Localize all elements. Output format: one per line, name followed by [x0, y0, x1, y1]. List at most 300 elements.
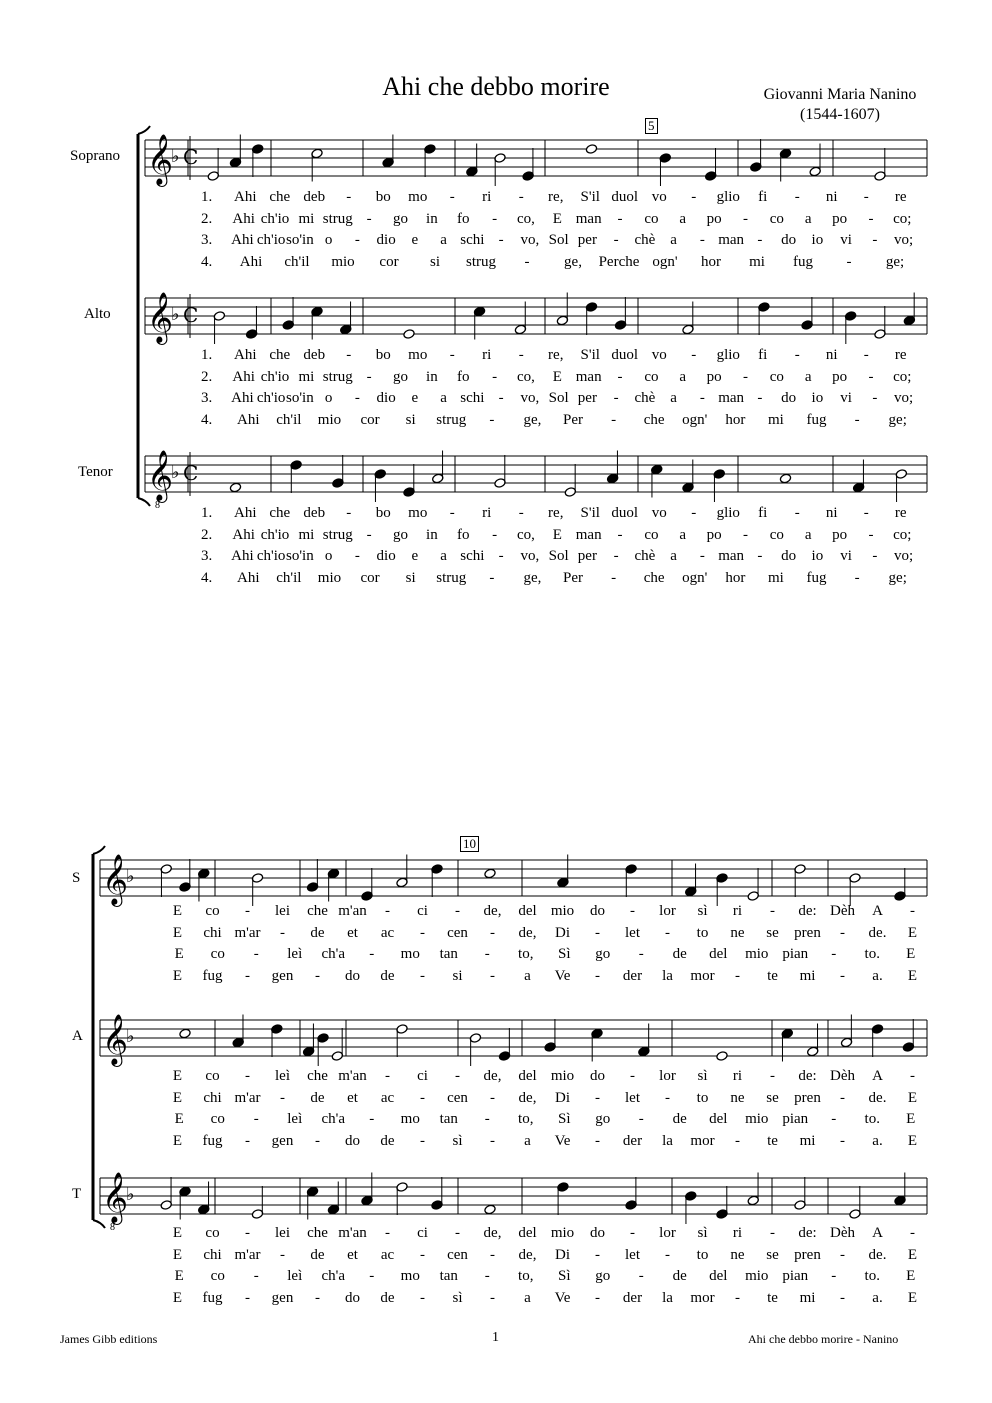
lyric-syllable: a. [872, 1289, 883, 1306]
lyric-syllable: co [769, 210, 784, 227]
lyric-syllable: - [484, 1268, 490, 1284]
lyric-syllable: ri [482, 189, 492, 205]
lyric-syllable: - [449, 505, 455, 521]
lyric-syllable: io [811, 548, 824, 564]
lyric-syllable: ni [825, 347, 838, 363]
treble-clef-icon: 𝄞 [147, 292, 174, 343]
lyric-syllable: Sol [548, 548, 569, 564]
lyric-syllable: che [307, 1225, 328, 1241]
lyric-syllable: - [735, 1289, 740, 1306]
lyric-syllable: E [172, 924, 183, 941]
lyric-syllable: io [811, 390, 824, 406]
lyric-syllable: co [644, 368, 659, 385]
lyric-syllable: - [831, 1268, 837, 1284]
lyric-syllable: re, [548, 505, 564, 521]
verse-number: 4. [201, 411, 213, 428]
lyric-syllable: - [420, 924, 425, 941]
lyric-syllable: mi [298, 368, 315, 385]
lyric-syllable: go [595, 1111, 611, 1127]
lyric-syllable: a [804, 368, 812, 385]
lyric-syllable: - [420, 1246, 425, 1263]
lyric-syllable: to. [864, 946, 880, 962]
lyric-syllable: - [638, 1111, 644, 1127]
lyric-syllable: per [577, 390, 597, 406]
lyric-syllable: ch'a [321, 1111, 346, 1127]
flat-key-signature-icon: ♭ [171, 146, 180, 167]
lyric-syllable: mo [400, 946, 420, 962]
treble-clef-icon: 𝄞 [102, 1014, 129, 1065]
verse-number: 3. [201, 390, 213, 406]
cut-time-signature-icon: C [183, 145, 199, 169]
lyric-syllable: - [455, 1225, 460, 1241]
lyric-syllable: to. [864, 1111, 880, 1127]
lyric-syllable: mi [799, 1289, 816, 1306]
lyric-syllable: si [405, 569, 416, 586]
lyric-syllable: co [769, 526, 784, 543]
lyric-syllable: so'in [286, 548, 314, 564]
lyric-syllable: - [490, 1246, 495, 1263]
lyric-syllable: re [894, 189, 907, 205]
lyric-syllable: pren [794, 1246, 821, 1263]
lyric-syllable: - [245, 1225, 250, 1241]
lyric-syllable: - [366, 368, 372, 385]
lyric-syllable: mi [298, 526, 315, 543]
lyric-syllable: - [699, 390, 705, 406]
lyric-syllable: te [767, 967, 778, 984]
flat-key-signature-icon: ♭ [126, 1026, 135, 1047]
lyric-syllable: - [354, 390, 360, 406]
lyric-syllable: de [310, 1089, 325, 1106]
lyric-syllable: lor [659, 1068, 676, 1084]
lyric-syllable: fi [758, 505, 768, 521]
lyric-syllable: Ahi [237, 569, 260, 586]
octave-eight-mark: 8 [110, 1222, 115, 1233]
lyric-syllable: Ahi [234, 347, 257, 363]
lyric-syllable: po [706, 210, 722, 227]
lyric-syllable: - [346, 347, 352, 363]
lyric-syllable: - [366, 210, 372, 227]
lyric-syllable: do [590, 1068, 605, 1084]
lyric-syllable: tan [439, 946, 458, 962]
lyric-syllable: ogn' [682, 569, 708, 586]
lyric-syllable: Ahi [234, 505, 257, 521]
lyric-syllable: - [699, 232, 705, 248]
octave-eight-mark: 8 [155, 500, 160, 511]
lyric-syllable: duol [611, 505, 639, 521]
lyric-syllable: E [172, 1068, 183, 1084]
lyric-syllable: co, [516, 368, 535, 385]
lyric-syllable: - [863, 189, 869, 205]
lyric-syllable: E [172, 903, 183, 919]
lyric-syllable: mor [690, 1289, 715, 1306]
verse-number: 2. [201, 526, 213, 543]
lyric-syllable: Sol [548, 232, 569, 248]
lyric-syllable: - [449, 189, 455, 205]
lyric-syllable: tan [439, 1111, 458, 1127]
lyric-syllable: Ve [554, 1132, 571, 1149]
lyric-syllable: a [440, 390, 447, 406]
lyric-syllable: - [280, 924, 285, 941]
lyric-syllable: gen [271, 967, 294, 984]
lyric-syllable: fo [456, 368, 470, 385]
lyric-syllable: - [757, 548, 763, 564]
lyric-syllable: - [518, 505, 524, 521]
composer-name: Giovanni Maria Nanino [763, 86, 917, 103]
lyric-syllable: go [393, 210, 408, 227]
lyric-syllable: ch'il [276, 569, 302, 586]
lyric-syllable: che [269, 347, 291, 363]
lyric-syllable: fi [758, 347, 768, 363]
lyric-syllable: - [840, 1289, 845, 1306]
lyric-syllable: de. [868, 924, 887, 941]
lyric-syllable: ac [380, 1246, 395, 1263]
lyric-syllable: a [524, 1289, 531, 1306]
lyric-syllable: per [577, 548, 597, 564]
lyric-syllable: ge, [523, 569, 542, 586]
lyric-syllable: m'ar [234, 924, 261, 941]
lyric-syllable: - [489, 411, 495, 428]
lyric-syllable: lor [659, 1225, 676, 1241]
lyric-syllable: vo; [894, 390, 914, 406]
lyric-syllable: ge, [564, 253, 582, 270]
lyric-syllable: de, [483, 1068, 502, 1084]
lyric-syllable: pren [794, 924, 821, 941]
lyric-syllable: - [253, 1111, 259, 1127]
lyric-syllable: gen [271, 1132, 294, 1149]
label-tenor: Tenor [78, 464, 113, 480]
lyric-syllable: ac [380, 1089, 395, 1106]
lyric-syllable: - [691, 505, 697, 521]
flat-key-signature-icon: ♭ [126, 866, 135, 887]
lyric-syllable: co [644, 210, 659, 227]
lyric-syllable: de [672, 1268, 687, 1284]
lyric-syllable: - [369, 1268, 375, 1284]
lyric-syllable: - [794, 347, 800, 363]
lyric-syllable: - [490, 967, 495, 984]
lyric-syllable: dio [376, 548, 396, 564]
lyric-syllable: - [630, 1225, 635, 1241]
lyric-syllable: ch'io [260, 368, 290, 385]
piece-title: Ahi che debbo morire [382, 72, 610, 101]
lyric-syllable: ch'io [260, 210, 290, 227]
lyric-syllable: mio [745, 946, 769, 962]
verse-number: 3. [201, 548, 213, 564]
lyric-syllable: to [696, 924, 709, 941]
lyric-syllable: ri [732, 1225, 743, 1241]
lyric-syllable: - [595, 1246, 600, 1263]
lyric-syllable: - [420, 1089, 425, 1106]
lyric-syllable: E [174, 1111, 184, 1127]
lyric-syllable: ni [825, 189, 838, 205]
lyric-syllable: co; [893, 368, 912, 385]
lyric-syllable: e [411, 548, 419, 564]
lyric-syllable: te [767, 1289, 778, 1306]
lyric-syllable: a [670, 548, 677, 564]
lyric-syllable: de, [518, 1089, 537, 1106]
lyric-syllable: - [455, 1068, 460, 1084]
lyric-syllable: E [906, 1268, 916, 1284]
lyric-syllable: e [411, 390, 419, 406]
lyric-syllable: mi [799, 967, 816, 984]
lyric-syllable: - [595, 967, 600, 984]
lyric-syllable: - [354, 232, 360, 248]
lyric-syllable: man [575, 210, 602, 227]
cut-time-signature-icon: C [183, 461, 199, 485]
lyric-syllable: mo [408, 347, 428, 363]
lyric-syllable: - [638, 1268, 644, 1284]
label-alto: Alto [84, 306, 111, 322]
lyric-syllable: - [613, 232, 619, 248]
lyric-syllable: Dèh [830, 1068, 855, 1084]
lyric-syllable: io [811, 232, 824, 248]
lyric-syllable: - [735, 1132, 740, 1149]
lyric-syllable: - [484, 1111, 490, 1127]
lyric-syllable: Dèh [830, 903, 855, 919]
lyric-syllable: sì [452, 1289, 463, 1306]
lyric-syllable: to, [518, 946, 534, 962]
lyric-syllable: fo [456, 526, 470, 543]
lyric-syllable: deb [303, 347, 326, 363]
lyric-syllable: A [872, 903, 883, 919]
lyric-syllable: S'il [580, 347, 600, 363]
lyric-syllable: let [625, 1246, 640, 1263]
lyric-syllable: hor [701, 253, 721, 270]
lyric-syllable: deb [303, 505, 326, 521]
lyric-syllable: co, [516, 526, 535, 543]
lyric-syllable: po [706, 368, 722, 385]
lyric-syllable: de [380, 1289, 395, 1306]
lyric-syllable: co [210, 946, 225, 962]
lyric-syllable: - [245, 967, 250, 984]
lyric-syllable: mor [690, 967, 715, 984]
lyric-syllable: vi [840, 232, 852, 248]
lyric-syllable: - [665, 924, 670, 941]
lyric-syllable: - [315, 967, 320, 984]
lyric-syllable: do [781, 548, 797, 564]
lyric-syllable: in [426, 210, 438, 227]
lyric-syllable: te [767, 1132, 778, 1149]
lyric-syllable: - [868, 210, 874, 227]
lyric-syllable: ri [732, 1068, 743, 1084]
lyric-syllable: dio [376, 390, 396, 406]
lyric-syllable: lei [275, 1225, 290, 1241]
lyric-syllable: Sì [557, 946, 571, 962]
lyric-syllable: Ahi [231, 390, 254, 406]
lyric-syllable: - [840, 967, 845, 984]
lyric-syllable: se [766, 1089, 779, 1106]
lyric-syllable: - [872, 390, 878, 406]
lyric-syllable: E [172, 1289, 183, 1306]
lyric-syllable: po [832, 526, 848, 543]
lyric-syllable: vo; [894, 232, 914, 248]
lyric-syllable: a [804, 210, 812, 227]
lyric-syllable: o [324, 548, 333, 564]
lyric-syllable: der [622, 1289, 643, 1306]
lyric-syllable: Di [555, 1246, 570, 1263]
lyric-syllable: - [492, 368, 498, 385]
lyric-syllable: - [743, 368, 748, 385]
lyric-syllable: E [907, 924, 918, 941]
lyric-syllable: co [210, 1268, 225, 1284]
lyric-syllable: - [840, 924, 845, 941]
lyric-syllable: de [380, 967, 395, 984]
lyric-syllable: mio [745, 1268, 769, 1284]
lyric-syllable: del [518, 903, 537, 919]
lyric-syllable: - [854, 569, 860, 586]
lyric-syllable: - [253, 946, 259, 962]
lyric-syllable: - [490, 1289, 495, 1306]
lyric-syllable: co [210, 1111, 225, 1127]
lyric-syllable: E [907, 1246, 918, 1263]
lyric-syllable: vo, [520, 390, 540, 406]
lyric-syllable: del [518, 1068, 537, 1084]
lyric-syllable: - [794, 505, 800, 521]
lyric-syllable: co [205, 1068, 220, 1084]
lyric-syllable: - [846, 253, 852, 270]
lyric-syllable: to. [864, 1268, 880, 1284]
lyric-syllable: la [662, 1132, 673, 1149]
lyric-syllable: che [307, 903, 328, 919]
lyric-syllable: ch'io [256, 548, 286, 564]
lyric-syllable: ci [417, 903, 428, 919]
lyric-syllable: a. [872, 967, 883, 984]
lyric-syllable: de, [518, 1246, 537, 1263]
lyric-syllable: - [910, 1068, 915, 1084]
lyric-syllable: E [172, 1246, 183, 1263]
lyric-syllable: go [393, 526, 408, 543]
lyric-syllable: to [696, 1089, 709, 1106]
lyric-syllable: ge, [523, 411, 542, 428]
lyric-syllable: - [518, 347, 524, 363]
lyric-syllable: mio [745, 1111, 769, 1127]
lyric-syllable: ci [417, 1068, 428, 1084]
lyric-syllable: si [405, 411, 416, 428]
lyric-syllable: man [718, 232, 745, 248]
lyric-syllable: gen [271, 1289, 294, 1306]
lyric-syllable: et [347, 1089, 358, 1106]
lyric-syllable: cen [447, 1089, 468, 1106]
lyric-syllable: de, [483, 1225, 502, 1241]
lyric-syllable: - [280, 1246, 285, 1263]
lyric-syllable: dio [376, 232, 396, 248]
lyric-syllable: se [766, 1246, 779, 1263]
lyric-syllable: E [552, 526, 562, 543]
lyric-syllable: - [524, 253, 530, 270]
lyric-syllable: strug [436, 411, 467, 428]
lyric-syllable: et [347, 924, 358, 941]
lyric-syllable: - [757, 232, 763, 248]
lyric-syllable: ne [730, 1246, 745, 1263]
lyric-syllable: co [205, 1225, 220, 1241]
lyric-syllable: do [345, 1132, 360, 1149]
lyric-syllable: del [709, 946, 728, 962]
lyric-syllable: mi [298, 210, 315, 227]
lyric-syllable: a [440, 548, 447, 564]
lyric-syllable: re, [548, 347, 564, 363]
lyric-syllable: re [894, 505, 907, 521]
lyric-syllable: man [718, 548, 745, 564]
lyric-syllable: - [840, 1089, 845, 1106]
lyric-syllable: - [757, 390, 763, 406]
lyric-syllable: m'an [338, 1068, 367, 1084]
lyric-syllable: - [490, 1132, 495, 1149]
lyric-syllable: - [863, 347, 869, 363]
lyric-syllable: de [672, 946, 687, 962]
lyric-syllable: de. [868, 1089, 887, 1106]
lyric-syllable: mio [317, 569, 342, 586]
label-a: A [72, 1028, 83, 1044]
lyric-syllable: leì [275, 1068, 290, 1084]
footer-publisher: James Gibb editions [60, 1332, 158, 1346]
lyric-syllable: chè [634, 548, 656, 564]
lyric-syllable: man [575, 526, 602, 543]
lyric-syllable: che [307, 1068, 328, 1084]
lyric-syllable: pian [782, 946, 809, 962]
lyric-syllable: schi [460, 548, 485, 564]
lyric-syllable: de [380, 1132, 395, 1149]
lyric-syllable: strug [322, 210, 353, 227]
lyric-syllable: - [489, 569, 495, 586]
lyric-syllable: la [662, 1289, 673, 1306]
lyric-syllable: ch'io [256, 232, 286, 248]
lyric-syllable: Sì [557, 1268, 571, 1284]
lyric-syllable: - [617, 526, 623, 543]
lyric-syllable: - [699, 548, 705, 564]
lyric-syllable: let [625, 924, 640, 941]
lyric-syllable: - [490, 924, 495, 941]
lyric-syllable: - [613, 548, 619, 564]
lyric-syllable: Ve [554, 967, 571, 984]
lyric-syllable: in [426, 526, 438, 543]
composer-dates: (1544-1607) [800, 106, 880, 123]
lyric-syllable: leì [287, 1268, 303, 1284]
lyric-syllable: - [868, 368, 874, 385]
lyric-syllable: - [794, 189, 800, 205]
lyric-syllable: Di [555, 1089, 570, 1106]
lyric-syllable: Per [563, 411, 583, 428]
lyric-syllable: - [611, 569, 617, 586]
lyric-syllable: - [492, 210, 498, 227]
lyric-syllable: - [595, 1089, 600, 1106]
lyric-syllable: let [625, 1089, 640, 1106]
lyric-syllable: - [613, 390, 619, 406]
lyric-syllable: - [611, 411, 617, 428]
lyric-syllable: vi [840, 390, 852, 406]
lyric-syllable: glio [716, 189, 740, 205]
lyric-syllable: - [831, 1111, 837, 1127]
lyric-syllable: cor [360, 411, 380, 428]
lyric-syllable: - [595, 924, 600, 941]
lyric-syllable: ge; [888, 569, 907, 586]
measure-number-10: 10 [460, 836, 479, 852]
lyric-syllable: E [906, 1111, 916, 1127]
lyric-syllable: - [490, 1089, 495, 1106]
lyric-syllable: E [907, 1289, 918, 1306]
lyric-syllable: si [429, 253, 441, 270]
lyric-syllable: mi [768, 411, 784, 428]
lyric-syllable: - [770, 1225, 775, 1241]
lyric-syllable: - [492, 526, 498, 543]
lyric-syllable: strug [322, 526, 353, 543]
lyric-syllable: - [910, 903, 915, 919]
lyric-syllable: E [172, 1225, 183, 1241]
lyric-syllable: ni [825, 505, 838, 521]
lyric-syllable: E [172, 1089, 183, 1106]
lyric-syllable: co [644, 526, 659, 543]
lyric-syllable: - [420, 967, 425, 984]
lyric-syllable: so'in [286, 390, 314, 406]
lyric-syllable: chè [634, 232, 656, 248]
